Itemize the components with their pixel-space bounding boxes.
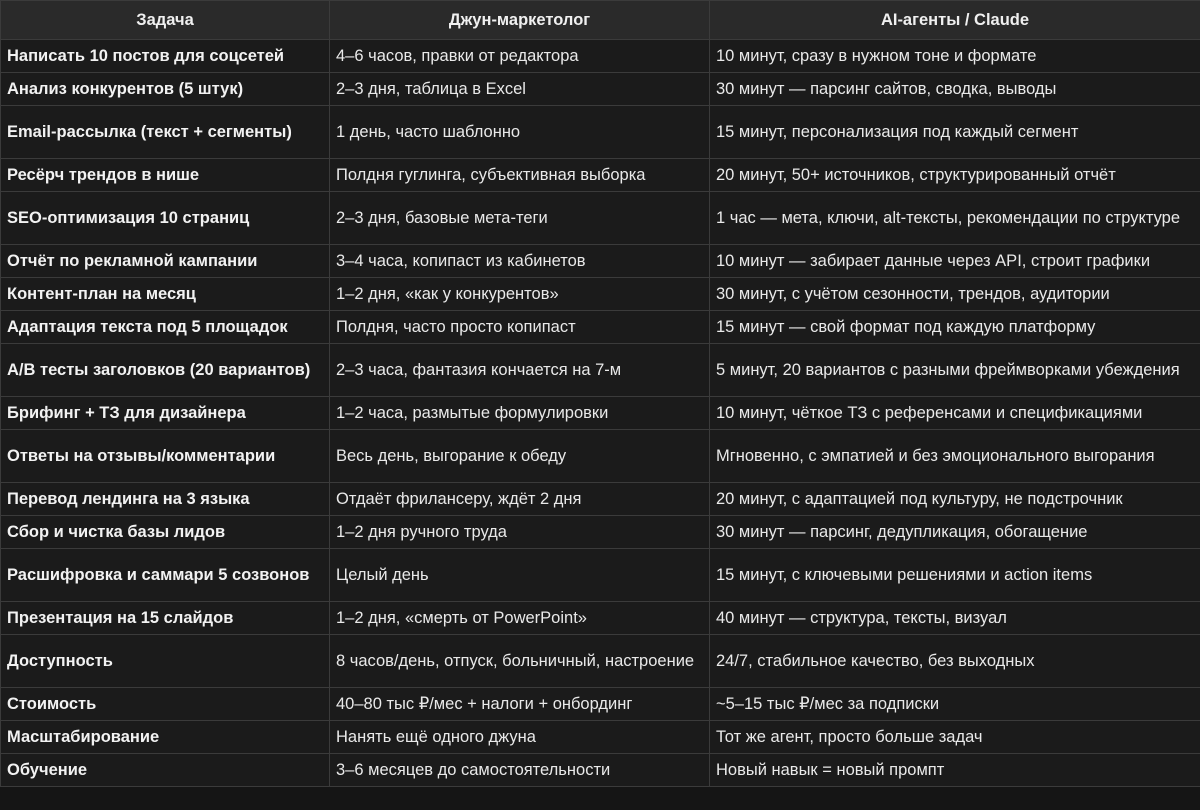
table-row [1, 688, 1200, 721]
ai-cell: 10 минут, чёткое ТЗ с референсами и спецификациями [710, 397, 1200, 430]
junior-cell: 1–2 дня, «смерть от PowerPoint» [330, 602, 710, 635]
table-header [1, 1, 1200, 40]
junior-cell: 1–2 часа, размытые формулировки [330, 397, 710, 430]
task-cell: Отчёт по рекламной кампании [1, 245, 330, 278]
table-body [1, 40, 1200, 787]
table-row [1, 245, 1200, 278]
task-cell: Ресёрч трендов в нише [1, 159, 330, 192]
task-cell: Адаптация текста под 5 площадок [1, 311, 330, 344]
header-ai: AI-агенты / Claude [710, 1, 1200, 40]
junior-cell: Целый день [330, 549, 710, 602]
task-cell: Анализ конкурентов (5 штук) [1, 73, 330, 106]
junior-cell: 8 часов/день, отпуск, больничный, настроение [330, 635, 710, 688]
task-cell: SEO-оптимизация 10 страниц [1, 192, 330, 245]
ai-cell: Тот же агент, просто больше задач [710, 721, 1200, 754]
junior-cell: 1–2 дня, «как у конкурентов» [330, 278, 710, 311]
ai-cell: 40 минут — структура, тексты, визуал [710, 602, 1200, 635]
table-row [1, 721, 1200, 754]
task-cell: Расшифровка и саммари 5 созвонов [1, 549, 330, 602]
ai-cell: 1 час — мета, ключи, alt-тексты, рекомендации по структуре [710, 192, 1200, 245]
table-row [1, 311, 1200, 344]
table-row [1, 344, 1200, 397]
table-row [1, 635, 1200, 688]
table-row [1, 159, 1200, 192]
junior-cell: 2–3 часа, фантазия кончается на 7-м [330, 344, 710, 397]
junior-cell: 4–6 часов, правки от редактора [330, 40, 710, 73]
table-row [1, 278, 1200, 311]
junior-cell: 2–3 дня, базовые мета-теги [330, 192, 710, 245]
ai-cell: Новый навык = новый промпт [710, 754, 1200, 787]
ai-cell: 24/7, стабильное качество, без выходных [710, 635, 1200, 688]
task-cell: Презентация на 15 слайдов [1, 602, 330, 635]
task-cell: Перевод лендинга на 3 языка [1, 483, 330, 516]
task-cell: Брифинг + ТЗ для дизайнера [1, 397, 330, 430]
task-cell: Доступность [1, 635, 330, 688]
junior-cell: Отдаёт фрилансеру, ждёт 2 дня [330, 483, 710, 516]
junior-cell: Нанять ещё одного джуна [330, 721, 710, 754]
task-cell: A/B тесты заголовков (20 вариантов) [1, 344, 330, 397]
ai-cell: Мгновенно, с эмпатией и без эмоционального выгорания [710, 430, 1200, 483]
ai-cell: 20 минут, 50+ источников, структурированный отчёт [710, 159, 1200, 192]
ai-cell: 30 минут, с учётом сезонности, трендов, аудитории [710, 278, 1200, 311]
task-cell: Сбор и чистка базы лидов [1, 516, 330, 549]
task-cell: Стоимость [1, 688, 330, 721]
task-cell: Контент-план на месяц [1, 278, 330, 311]
ai-cell: 15 минут, персонализация под каждый сегмент [710, 106, 1200, 159]
junior-cell: 1–2 дня ручного труда [330, 516, 710, 549]
table-row [1, 106, 1200, 159]
table-row [1, 40, 1200, 73]
ai-cell: 20 минут, с адаптацией под культуру, не подстрочник [710, 483, 1200, 516]
table-row [1, 549, 1200, 602]
ai-cell: 15 минут — свой формат под каждую платформу [710, 311, 1200, 344]
table-row [1, 73, 1200, 106]
header-junior: Джун-маркетолог [330, 1, 710, 40]
task-cell: Обучение [1, 754, 330, 787]
ai-cell: 10 минут, сразу в нужном тоне и формате [710, 40, 1200, 73]
table-row [1, 516, 1200, 549]
table-row [1, 602, 1200, 635]
junior-cell: 3–4 часа, копипаст из кабинетов [330, 245, 710, 278]
table-row [1, 192, 1200, 245]
task-cell: Email-рассылка (текст + сегменты) [1, 106, 330, 159]
ai-cell: 30 минут — парсинг, дедупликация, обогащение [710, 516, 1200, 549]
header-row [1, 1, 1200, 40]
ai-cell: 15 минут, с ключевыми решениями и action items [710, 549, 1200, 602]
ai-cell: 30 минут — парсинг сайтов, сводка, выводы [710, 73, 1200, 106]
task-cell: Написать 10 постов для соцсетей [1, 40, 330, 73]
task-cell: Масштабирование [1, 721, 330, 754]
junior-cell: Полдня, часто просто копипаст [330, 311, 710, 344]
junior-cell: 3–6 месяцев до самостоятельности [330, 754, 710, 787]
junior-cell: Полдня гуглинга, субъективная выборка [330, 159, 710, 192]
ai-cell: ~5–15 тыс ₽/мес за подписки [710, 688, 1200, 721]
header-task: Задача [1, 1, 330, 40]
junior-cell: 1 день, часто шаблонно [330, 106, 710, 159]
junior-cell: 2–3 дня, таблица в Excel [330, 73, 710, 106]
table-row [1, 397, 1200, 430]
table-row [1, 430, 1200, 483]
junior-cell: Весь день, выгорание к обеду [330, 430, 710, 483]
ai-cell: 5 минут, 20 вариантов с разными фреймворками убеждения [710, 344, 1200, 397]
table-row [1, 754, 1200, 787]
table-row [1, 483, 1200, 516]
junior-cell: 40–80 тыс ₽/мес + налоги + онбординг [330, 688, 710, 721]
ai-cell: 10 минут — забирает данные через API, строит графики [710, 245, 1200, 278]
task-cell: Ответы на отзывы/комментарии [1, 430, 330, 483]
